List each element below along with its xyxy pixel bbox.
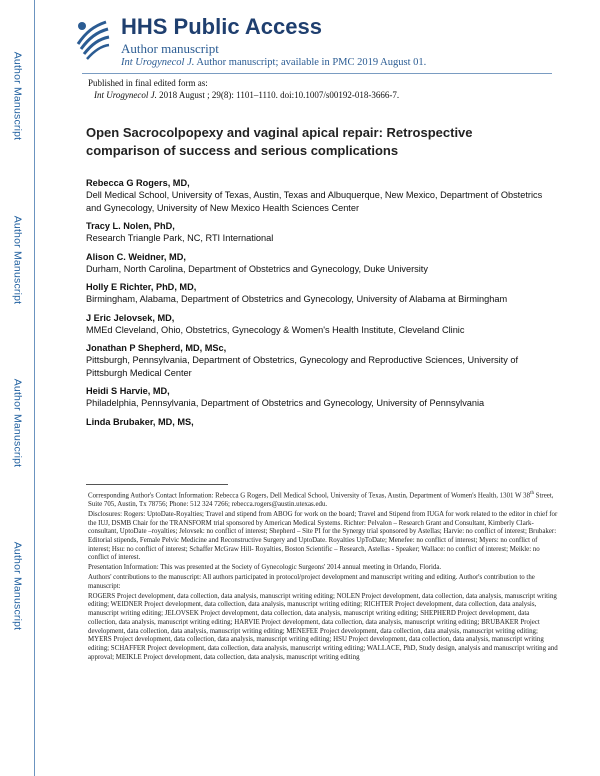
- author-entry: Tracy L. Nolen, PhD, Research Triangle Park, NC, RTI International: [86, 221, 274, 243]
- side-label-2: Author Manuscript: [11, 215, 24, 305]
- side-label-4: Author Manuscript: [11, 541, 24, 631]
- author-entry: Jonathan P Shepherd, MD, MSc, Pittsburgh, Pennsylvania, Department of Obstetrics, Gynecology and Reproductive Sciences, University of Pittsburgh Medical Center: [86, 343, 519, 378]
- author-manuscript-subtitle: Author manuscript: [121, 41, 219, 56]
- roles-note: ROGERS Project development, data collection, data analysis, manuscript writing editing; NOLEN Project development, data collection, data analysis, manuscript writing editing; WEIDNER Project development, data collection, data analysis, manuscript writing editing; RICHTER Project development, data collection, data analysis, manuscript writing editing; JELOVSEK Project development, data collection, data analysis, manuscript writing editing; SHEPHERD Project development, data collection, data analysis, manuscript writing editing; HARVIE Project development, data collection, data analysis, manuscript writing editing; BRUBAKER Project development, data collection, data analysis, manuscript writing editing; MENEFEE Project development, data collection, data analysis, manuscript writing editing; MYERS Project development, data collection, data analysis, manuscript writing editing; HSU Project development, data collection, data analysis, manuscript writing editing; SCHAFFER Project development, data collection, data analysis, manuscript writing editing; WALLACE, PhD, Study design, analysis and manuscript writing and approval; MEIKLE Project development, data collection, data analysis, manuscript writing editing: [88, 592, 558, 661]
- side-label-3: Author Manuscript: [11, 378, 24, 468]
- author-entry: Holly E Richter, PhD, MD, Birmingham, Alabama, Department of Obstetrics and Gynecology, University of Alabama at Birmingham: [86, 282, 508, 304]
- margin-rule: [34, 0, 35, 776]
- author-list: [86, 177, 556, 434]
- hhs-title: HHS Public Access: [121, 14, 322, 39]
- corresponding-author-note: Corresponding Author's Contact Information: Rebecca G Rogers, Dell Medical School, University of Texas, Austin, Department of Women's Health, 1301 W 38th Street, Suite 705, Austin, Tx 78756; Phone: 512 324 7266; rebecca.rogers@austin.utexas.edu.: [88, 491, 554, 508]
- disclosures-note: Disclosures: Rogers: UptoDate-Royalties; Travel and stipend from ABOG for work on the board; Travel and Stipend from IUGA for work related to the editor in chief for the IUJ, DSMB Chair for the TRANSFORM trial sponsored by American Medical Systems. Richter: Pelvalon – Research Grant and Consultant, Kimberly Clark- consultant, UptoDate –royalties; Jelovsek: no conflict of interest; Shepherd – Site PI for the Synergy trial sponsored by Astellas; Harvie: no conflict of interest; Brubaker: Editorial stipends, Female Pelvic Medicine and Reconstructive Surgery and UptoDate. Royalties UpToDate; Menefee: no conflict of interest; Myers: no conflict of interest; Hsu: no conflict of interest; Schaffer McGraw Hill- Royalties, Boston Scientific – Research, Astellas - Speaker; Wallace: no conflict of interest; Meikle: no conflict of interest.: [88, 510, 558, 562]
- author-entry: Heidi S Harvie, MD, Philadelphia, Pennsylvania, Department of Obstetrics and Gynecology, University of Pennsylvania: [86, 386, 485, 408]
- hhs-logo-icon: [72, 14, 112, 62]
- author-entry: Linda Brubaker, MD, MS,: [86, 416, 194, 427]
- contributions-note: Authors' contributions to the manuscript: All authors participated in protocol/project development and manuscript writing and editing. Author's contribution to the manuscript:: [88, 574, 535, 590]
- header-rule: [82, 73, 552, 74]
- footnote-rule: [86, 484, 228, 485]
- article-title: Open Sacrocolpopexy and vaginal apical repair: Retrospective comparison of success and serious complications: [86, 125, 473, 158]
- author-entry: J Eric Jelovsek, MD, MMEd Cleveland, Ohio, Obstetrics, Gynecology & Women's Health Institute, Cleveland Clinic: [86, 312, 465, 335]
- presentation-note: Presentation Information: This was presented at the Society of Gynecologic Surgeons' 2014 annual meeting in Orlando, Florida.: [88, 564, 442, 572]
- citation: Int Urogynecol J. 2018 August ; 29(8): 1101–1110. doi:10.1007/s00192-018-3666-7.: [94, 90, 400, 100]
- side-label-1: Author Manuscript: [11, 51, 24, 141]
- author-entry: Rebecca G Rogers, MD, Dell Medical School, University of Texas, Austin, Texas and Albuquerque, New Mexico, Department of Obstetrics and Gynecology, University of New Mexico Health Sciences Center: [86, 178, 543, 213]
- published-label: Published in final edited form as:: [88, 78, 208, 88]
- journal-availability: Int Urogynecol J. Author manuscript; available in PMC 2019 August 01.: [121, 57, 427, 68]
- author-entry: Alison C. Weidner, MD, Durham, North Carolina, Department of Obstetrics and Gynecology, Duke University: [86, 251, 428, 274]
- footnotes: [88, 490, 558, 664]
